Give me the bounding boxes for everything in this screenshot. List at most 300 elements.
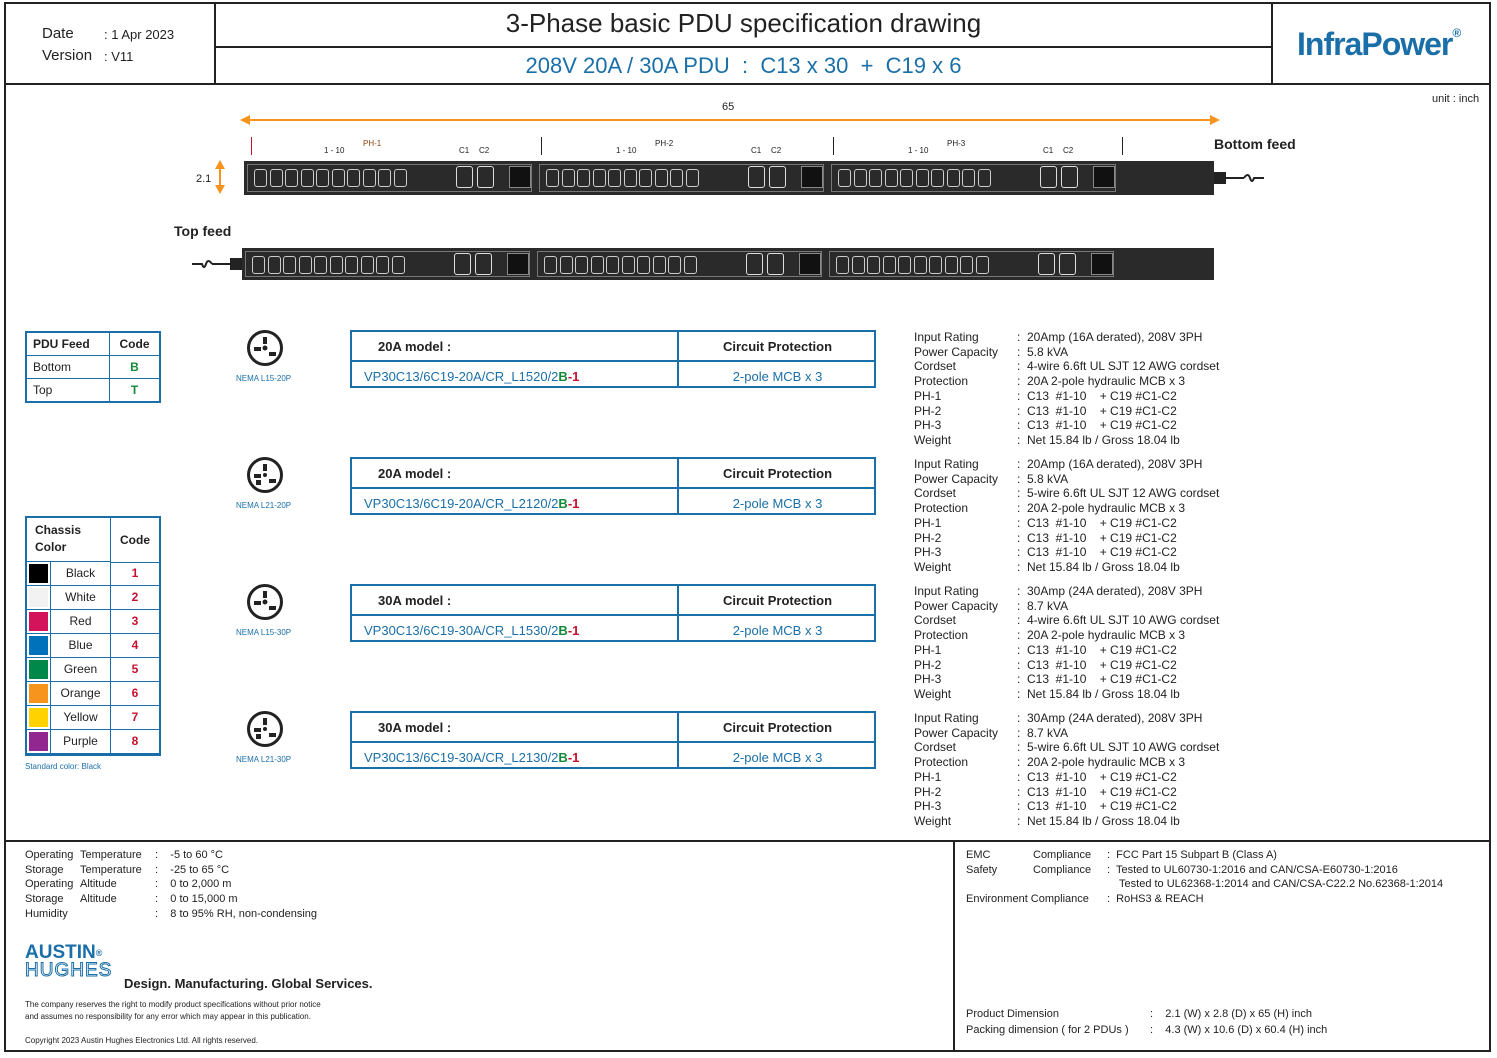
part-number: VP30C13/6C19-20A/CR_L1520/2B-1	[364, 369, 580, 384]
color-code: 1	[111, 562, 159, 586]
c19-outlet	[475, 253, 492, 275]
part-number: VP30C13/6C19-30A/CR_L1530/2B-1	[364, 623, 580, 638]
model-label: 30A model :	[378, 720, 452, 735]
color-swatch	[29, 660, 48, 679]
nema-plug-icon	[247, 584, 283, 620]
compliance-row: Tested to UL62368-1:2014 and CAN/CSA-C22.2 No.62368-1:2014	[1107, 878, 1444, 891]
environment-row: Storage Temperature : -25 to 65 °C	[25, 863, 230, 876]
c19-outlet	[769, 166, 786, 188]
spec-value: : 30Amp (24A derated), 208V 3PH	[1017, 711, 1203, 725]
color-name: Purple	[51, 730, 111, 754]
header-divider	[4, 83, 1491, 85]
page-subtitle: 208V 20A / 30A PDU : C13 x 30 + C19 x 6	[525, 53, 962, 78]
spec-row	[914, 584, 1219, 599]
spec-key: PH-2	[914, 403, 942, 418]
c13-outlet	[392, 256, 405, 274]
disclaimer-line-1: The company reserves the right to modify product specifications without prior notice	[25, 1000, 321, 1009]
c13-outlet	[562, 169, 575, 187]
spec-key: Input Rating	[914, 457, 979, 471]
spec-row	[914, 628, 1219, 643]
color-code: 6	[111, 682, 159, 706]
spec-value: : C13 #1-10 + C19 #C1-C2	[1017, 545, 1177, 560]
spec-value: : Net 15.84 lb / Gross 18.04 lb	[1017, 686, 1180, 701]
c13-outlet	[898, 256, 911, 274]
c19-outlet	[454, 253, 471, 275]
c19-outlet	[767, 253, 784, 275]
spec-value: : 20A 2-pole hydraulic MCB x 3	[1017, 755, 1186, 770]
compliance-row: Environment Compliance : RoHS3 & REACH	[966, 893, 1204, 906]
model-label: 20A model :	[378, 339, 452, 354]
part-number: VP30C13/6C19-30A/CR_L2130/2B-1	[364, 750, 580, 765]
breaker	[507, 253, 529, 275]
spec-key: Protection	[914, 628, 969, 643]
phase-marker	[541, 137, 542, 155]
compliance-row: EMC Compliance : FCC Part 15 Subpart B (Class A)	[966, 849, 1277, 861]
spec-row	[914, 687, 1219, 702]
color-swatch	[29, 684, 48, 703]
spec-row	[914, 472, 1219, 487]
color-row	[27, 610, 159, 634]
version-label: Version	[42, 47, 93, 64]
spec-key: PH-2	[914, 530, 942, 545]
color-code-header: Code	[111, 518, 159, 563]
model-specs	[914, 711, 1219, 829]
color-code: 8	[111, 730, 159, 754]
c13-outlet	[916, 169, 929, 187]
c13-outlet	[624, 169, 637, 187]
spec-row	[914, 643, 1219, 658]
phase2-c1: C1	[751, 146, 762, 155]
c13-outlet	[254, 169, 267, 187]
spec-row	[914, 374, 1219, 389]
spec-value: : Net 15.84 lb / Gross 18.04 lb	[1017, 559, 1180, 574]
c13-outlet	[914, 256, 927, 274]
spec-row	[914, 389, 1219, 404]
spec-key: Power Capacity	[914, 598, 999, 613]
c13-outlet	[639, 169, 652, 187]
spec-row	[914, 531, 1219, 546]
spec-row	[914, 330, 1219, 345]
phase-marker	[833, 137, 834, 155]
length-value: 65	[722, 101, 735, 113]
phase-marker	[251, 137, 252, 155]
color-name: Yellow	[51, 706, 111, 730]
spec-row	[914, 345, 1219, 360]
spec-value: : Net 15.84 lb / Gross 18.04 lb	[1017, 432, 1180, 447]
color-row	[27, 706, 159, 730]
c13-outlet	[854, 169, 867, 187]
c19-outlet	[1061, 166, 1078, 188]
color-row	[27, 634, 159, 658]
phase3-range: 1 - 10	[908, 146, 929, 155]
copyright: Copyright 2023 Austin Hughes Electronics Ltd. All rights reserved.	[25, 1036, 259, 1045]
dimension-specs	[966, 1007, 1327, 1038]
nema-plug-icon	[247, 330, 283, 366]
spec-key: PH-1	[914, 388, 942, 403]
breaker	[801, 166, 823, 188]
c13-outlet	[544, 256, 557, 274]
c13-outlet	[883, 256, 896, 274]
compliance-row: Safety Compliance : Tested to UL60730-1:2016 and CAN/CSA-E60730-1:2016	[966, 863, 1398, 876]
c13-outlet	[316, 169, 329, 187]
c13-outlet	[608, 169, 621, 187]
code-header: Code	[110, 332, 161, 356]
c19-outlet	[456, 166, 473, 188]
spec-value: : Net 15.84 lb / Gross 18.04 lb	[1017, 813, 1180, 828]
protection-label: Circuit Protection	[722, 466, 833, 481]
spec-key: Input Rating	[914, 711, 979, 725]
c13-outlet	[378, 169, 391, 187]
spec-row	[914, 433, 1219, 448]
c19-outlet	[748, 166, 765, 188]
c13-outlet	[947, 169, 960, 187]
c19-outlet	[477, 166, 494, 188]
c13-outlet	[668, 256, 681, 274]
color-name: Orange	[51, 682, 111, 706]
spec-value: : 20A 2-pole hydraulic MCB x 3	[1017, 374, 1186, 389]
color-swatch	[29, 612, 48, 631]
logo-bottom: HUGHES	[25, 960, 113, 981]
feed-header: PDU Feed	[26, 332, 110, 356]
color-swatch	[29, 636, 48, 655]
c13-outlet	[345, 256, 358, 274]
c13-outlet	[330, 256, 343, 274]
c13-outlet	[885, 169, 898, 187]
spec-key: PH-3	[914, 418, 942, 433]
feed-bottom: Bottom	[26, 356, 110, 379]
pdu-strip-top-feed	[242, 248, 1214, 280]
color-row	[27, 658, 159, 682]
unit-label: unit : inch	[1432, 93, 1480, 105]
dimension-row: Product Dimension : 2.1 (W) x 2.8 (D) x 65 (H) inch	[966, 1008, 1312, 1020]
spec-value: : C13 #1-10 + C19 #C1-C2	[1017, 672, 1177, 687]
spec-value: : 4-wire 6.6ft UL SJT 10 AWG cordset	[1017, 613, 1220, 628]
c13-outlet	[593, 169, 606, 187]
c13-outlet	[622, 256, 635, 274]
c13-outlet	[394, 169, 407, 187]
spec-key: PH-3	[914, 672, 942, 687]
spec-key: Input Rating	[914, 584, 979, 598]
spec-value: : 20Amp (16A derated), 208V 3PH	[1017, 330, 1203, 344]
model-label: 30A model :	[378, 593, 452, 608]
c13-outlet	[575, 256, 588, 274]
nema-plug-icon	[247, 711, 283, 747]
protection-value: 2-pole MCB x 3	[732, 623, 823, 638]
model-table	[350, 330, 876, 388]
spec-key: PH-1	[914, 642, 942, 657]
color-row	[27, 562, 159, 586]
top-feed-label: Top feed	[174, 223, 232, 239]
protection-label: Circuit Protection	[722, 593, 833, 608]
spec-row	[914, 740, 1219, 755]
spec-value: : 8.7 kVA	[1017, 725, 1069, 740]
model-label: 20A model :	[378, 466, 452, 481]
phase-marker	[1122, 137, 1123, 155]
color-code: 7	[111, 706, 159, 730]
c13-outlet	[299, 256, 312, 274]
c13-outlet	[867, 256, 880, 274]
spec-key: Cordset	[914, 359, 957, 374]
environment-row: Storage Altitude : 0 to 15,000 m	[25, 893, 238, 906]
spec-value: : C13 #1-10 + C19 #C1-C2	[1017, 784, 1177, 799]
spec-value: : 20A 2-pole hydraulic MCB x 3	[1017, 628, 1186, 643]
company-tagline: Design. Manufacturing. Global Services.	[124, 976, 373, 991]
length-dimension-arrow	[240, 112, 1220, 128]
disclaimer-line-2: and assumes no responsibility for any error which may appear in this publication.	[25, 1012, 311, 1021]
phase3-name: PH-3	[947, 139, 966, 148]
c13-outlet	[852, 256, 865, 274]
footer-divider	[953, 840, 955, 1052]
page-title: 3-Phase basic PDU specification drawing	[505, 8, 982, 38]
c13-outlet	[929, 256, 942, 274]
c13-outlet	[931, 169, 944, 187]
spec-value: : 30Amp (24A derated), 208V 3PH	[1017, 584, 1203, 598]
nema-plug-label: NEMA L15-30P	[236, 628, 292, 637]
c13-outlet	[653, 256, 666, 274]
version-value: : V11	[104, 49, 134, 64]
color-swatch	[29, 732, 48, 751]
c13-outlet	[655, 169, 668, 187]
spec-value: : C13 #1-10 + C19 #C1-C2	[1017, 642, 1177, 657]
spec-row	[914, 486, 1219, 501]
color-name: Blue	[51, 634, 111, 658]
infrapower-logo	[1297, 26, 1460, 63]
standard-color-note: Standard color: Black	[25, 762, 102, 771]
color-swatch	[29, 564, 48, 583]
protection-value: 2-pole MCB x 3	[732, 369, 823, 384]
c13-outlet	[960, 256, 973, 274]
phase2-c2: C2	[771, 146, 782, 155]
spec-key: PH-1	[914, 515, 942, 530]
color-table	[25, 516, 161, 756]
date-value: : 1 Apr 2023	[104, 27, 175, 42]
bottom-feed-label: Bottom feed	[1214, 136, 1296, 152]
spec-row	[914, 501, 1219, 516]
c13-outlet	[376, 256, 389, 274]
c13-outlet	[560, 256, 573, 274]
c13-outlet	[577, 169, 590, 187]
part-number: VP30C13/6C19-20A/CR_L2120/2B-1	[364, 496, 580, 511]
c13-outlet	[283, 256, 296, 274]
color-code: 2	[111, 586, 159, 610]
logo-top: AUSTIN®	[25, 942, 103, 963]
spec-key: Cordset	[914, 486, 957, 501]
feed-bottom-code: B	[110, 356, 161, 379]
model-table	[350, 457, 876, 515]
phase3-c1: C1	[1043, 146, 1054, 155]
date-label: Date	[42, 25, 74, 42]
color-name: White	[51, 586, 111, 610]
spec-key: Weight	[914, 432, 952, 447]
phase1-range: 1 - 10	[324, 146, 345, 155]
c13-outlet	[838, 169, 851, 187]
spec-key: Protection	[914, 374, 969, 389]
power-cord-top	[190, 256, 242, 272]
compliance-specs	[966, 848, 1443, 907]
color-code: 4	[111, 634, 159, 658]
spec-row	[914, 560, 1219, 575]
phase1-name: PH-1	[363, 139, 382, 148]
phase1-c1: C1	[459, 146, 470, 155]
c13-outlet	[670, 169, 683, 187]
protection-label: Circuit Protection	[722, 339, 833, 354]
c13-outlet	[637, 256, 650, 274]
environment-row: Operating Temperature : -5 to 60 °C	[25, 849, 223, 861]
color-swatch	[29, 708, 48, 727]
breaker	[1091, 253, 1113, 275]
environment-specs	[25, 848, 317, 922]
c13-outlet	[546, 169, 559, 187]
environment-row: Humidity : 8 to 95% RH, non-condensing	[25, 907, 318, 920]
spec-row	[914, 359, 1219, 374]
color-swatch	[29, 588, 48, 607]
spec-key: PH-3	[914, 799, 942, 814]
spec-row	[914, 599, 1219, 614]
spec-value: : C13 #1-10 + C19 #C1-C2	[1017, 530, 1177, 545]
spec-value: : C13 #1-10 + C19 #C1-C2	[1017, 388, 1177, 403]
spec-value: : C13 #1-10 + C19 #C1-C2	[1017, 403, 1177, 418]
color-name: Red	[51, 610, 111, 634]
spec-row	[914, 785, 1219, 800]
spec-key: Weight	[914, 686, 952, 701]
spec-key: PH-2	[914, 657, 942, 672]
pdu-strip-bottom-feed	[244, 161, 1214, 195]
spec-value: : 20A 2-pole hydraulic MCB x 3	[1017, 501, 1186, 516]
spec-row	[914, 726, 1219, 741]
breaker	[799, 253, 821, 275]
nema-plug-label: NEMA L21-20P	[236, 501, 292, 510]
spec-row	[914, 814, 1219, 829]
c13-outlet	[945, 256, 958, 274]
footer-divider	[4, 840, 1491, 842]
c13-outlet	[978, 169, 991, 187]
header-divider	[1271, 2, 1273, 84]
spec-value: : 4-wire 6.6ft UL SJT 12 AWG cordset	[1017, 359, 1220, 374]
spec-value: : 20Amp (16A derated), 208V 3PH	[1017, 457, 1203, 471]
spec-key: Protection	[914, 755, 969, 770]
color-name: Black	[51, 562, 111, 586]
protection-value: 2-pole MCB x 3	[732, 750, 823, 765]
c13-outlet	[869, 169, 882, 187]
brand-left: Infra	[1297, 26, 1362, 62]
phase2-name: PH-2	[655, 139, 674, 148]
feed-table	[25, 331, 161, 403]
spec-value: : 8.7 kVA	[1017, 598, 1069, 613]
spec-key: PH-2	[914, 784, 942, 799]
c13-outlet	[332, 169, 345, 187]
spec-row	[914, 799, 1219, 814]
height-value: 2.1	[196, 173, 212, 185]
color-row	[27, 586, 159, 610]
color-row	[27, 730, 159, 754]
spec-key: Cordset	[914, 740, 957, 755]
phase3-c2: C2	[1063, 146, 1074, 155]
spec-key: Weight	[914, 559, 952, 574]
phase2-range: 1 - 10	[616, 146, 637, 155]
height-dimension-arrow	[212, 160, 228, 194]
c13-outlet	[252, 256, 265, 274]
spec-key: Protection	[914, 501, 969, 516]
feed-top: Top	[26, 379, 110, 403]
spec-row	[914, 770, 1219, 785]
color-header: Chassis Color	[27, 518, 111, 562]
c13-outlet	[361, 256, 374, 274]
spec-value: : C13 #1-10 + C19 #C1-C2	[1017, 799, 1177, 814]
c13-outlet	[268, 256, 281, 274]
spec-value: : C13 #1-10 + C19 #C1-C2	[1017, 769, 1177, 784]
power-cord-bottom	[1214, 170, 1266, 186]
c19-outlet	[1038, 253, 1055, 275]
spec-key: Power Capacity	[914, 471, 999, 486]
spec-value: : C13 #1-10 + C19 #C1-C2	[1017, 657, 1177, 672]
c13-outlet	[285, 169, 298, 187]
nema-plug-icon	[247, 457, 283, 493]
brand-right: Power	[1361, 26, 1453, 62]
spec-row	[914, 658, 1219, 673]
spec-value: : C13 #1-10 + C19 #C1-C2	[1017, 515, 1177, 530]
dimension-row: Packing dimension ( for 2 PDUs ) : 4.3 (W) x 10.6 (D) x 60.4 (H) inch	[966, 1023, 1328, 1036]
c13-outlet	[686, 169, 699, 187]
c13-outlet	[962, 169, 975, 187]
spec-key: PH-3	[914, 545, 942, 560]
c13-outlet	[900, 169, 913, 187]
model-table	[350, 584, 876, 642]
spec-value: : 5.8 kVA	[1017, 471, 1069, 486]
protection-value: 2-pole MCB x 3	[732, 496, 823, 511]
c13-outlet	[301, 169, 314, 187]
spec-key: PH-1	[914, 769, 942, 784]
spec-value: : 5-wire 6.6ft UL SJT 12 AWG cordset	[1017, 486, 1220, 501]
nema-plug-label: NEMA L21-30P	[236, 755, 292, 764]
c13-outlet	[591, 256, 604, 274]
c13-outlet	[363, 169, 376, 187]
spec-key: Input Rating	[914, 330, 979, 344]
spec-row	[914, 418, 1219, 433]
phase1-c2: C2	[479, 146, 490, 155]
austin-hughes-logo	[25, 944, 112, 980]
environment-row: Operating Altitude : 0 to 2,000 m	[25, 878, 232, 891]
protection-label: Circuit Protection	[722, 720, 833, 735]
c13-outlet	[314, 256, 327, 274]
c13-outlet	[836, 256, 849, 274]
spec-row	[914, 404, 1219, 419]
spec-row	[914, 613, 1219, 628]
spec-value: : 5.8 kVA	[1017, 344, 1069, 359]
c19-outlet	[746, 253, 763, 275]
spec-row	[914, 545, 1219, 560]
model-table	[350, 711, 876, 769]
color-code: 3	[111, 610, 159, 634]
breaker	[509, 166, 531, 188]
spec-row	[914, 711, 1219, 726]
model-specs	[914, 330, 1219, 448]
feed-top-code: T	[110, 379, 161, 403]
c19-outlet	[1059, 253, 1076, 275]
color-row	[27, 682, 159, 706]
c19-outlet	[1040, 166, 1057, 188]
spec-value: : 5-wire 6.6ft UL SJT 10 AWG cordset	[1017, 740, 1220, 755]
spec-row	[914, 457, 1219, 472]
spec-row	[914, 755, 1219, 770]
spec-row	[914, 516, 1219, 531]
spec-value: : C13 #1-10 + C19 #C1-C2	[1017, 418, 1177, 433]
nema-plug-label: NEMA L15-20P	[236, 374, 292, 383]
color-code: 5	[111, 658, 159, 682]
c13-outlet	[684, 256, 697, 274]
breaker	[1093, 166, 1115, 188]
brand-mark: ®	[1452, 26, 1461, 40]
model-specs	[914, 457, 1219, 575]
